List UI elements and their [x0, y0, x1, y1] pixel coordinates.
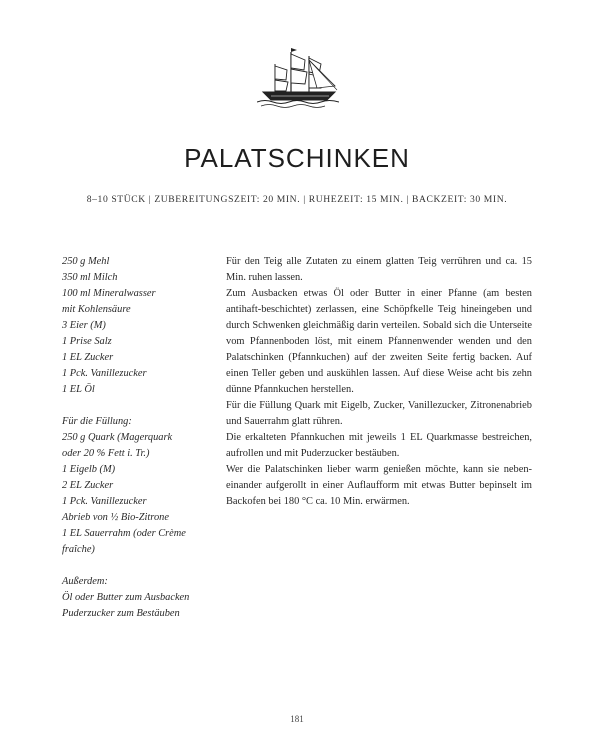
- ingredient-item: Puderzucker zum Bestäuben: [62, 608, 180, 619]
- instruction-step: Für die Füllung Quark mit Eigelb, Zucker, Vanillezucker, Zitronenabrieb und Sauerrahm glatt rühren.: [226, 400, 532, 427]
- instructions: [226, 254, 532, 510]
- ingredient-item: mit Kohlensäure: [62, 304, 131, 315]
- ingredient-item: 2 EL Zucker: [62, 480, 114, 491]
- ingredient-item: 1 Eigelb (M): [62, 464, 116, 475]
- ingredient-item: 100 ml Mineralwasser: [62, 288, 156, 299]
- sailing-ship-icon: [257, 48, 339, 110]
- ingredient-item: 1 Prise Salz: [62, 336, 112, 347]
- ingredient-item: 250 g Quark (Magerquark: [62, 432, 173, 443]
- ingredient-item: oder 20 % Fett i. Tr.): [62, 448, 150, 459]
- ingredient-item: Öl oder Butter zum Ausbacken: [62, 592, 190, 603]
- section-spacer: [62, 558, 222, 574]
- ingredient-item: 250 g Mehl: [62, 256, 110, 267]
- ingredient-item: fraîche): [62, 544, 95, 555]
- ingredient-item: 1 EL Öl: [62, 384, 95, 395]
- ingredient-item: 1 Pck. Vanillezucker: [62, 368, 147, 379]
- ingredient-item: 1 EL Zucker: [62, 352, 114, 363]
- recipe-title: PALATSCHINKEN: [184, 143, 410, 173]
- page-number: 181: [290, 714, 304, 724]
- instruction-step: Die erkalteten Pfannkuchen mit jeweils 1 EL Quarkmasse bestreichen, aufrollen und mit Puderzucker bestäuben.: [226, 432, 532, 459]
- ingredient-item: 1 EL Sauerrahm (oder Crème: [62, 528, 186, 539]
- extra-heading: Außerdem:: [62, 576, 108, 587]
- recipe-meta: 8–10 STÜCK | ZUBEREITUNGSZEIT: 20 MIN. | RUHEZEIT: 15 MIN. | BACKZEIT: 30 MIN.: [86, 194, 508, 205]
- ingredient-item: 3 Eier (M): [62, 320, 106, 331]
- ingredient-item: 350 ml Milch: [62, 272, 118, 283]
- instruction-step: Wer die Palatschinken lieber warm genießen möchte, kann sie nebeneinander aufgerollt in einer Auflaufform mit etwas Butter bepinselt im Backofen bei 180 °C ca. 10 Min. erwärmen.: [226, 464, 532, 507]
- ingredient-item: Abrieb von ½ Bio-Zitrone: [62, 512, 169, 523]
- section-spacer: [62, 398, 222, 414]
- instruction-step: Zum Ausbacken etwas Öl oder Butter in einer Pfanne (am besten antihaft-beschichtet) zerlassen, eine Schöpfkelle Teig hineingeben und durch Schwenken gleichmäßig darin verteilen. Sobald sich die Unterseite vom Pfannenboden löst, mit einem Pfannenwender wenden und den Palatschinken (Pfannkuchen) auf der zweiten Seite fertig backen. Auf einen Teller geben und auskühlen lassen. Auf diese Weise acht bis zehn dünne Pfannkuchen herstellen.: [226, 288, 532, 395]
- instruction-step: Für den Teig alle Zutaten zu einem glatten Teig verrühren und ca. 15 Min. ruhen lassen.: [226, 256, 532, 283]
- ingredient-item: 1 Pck. Vanillezucker: [62, 496, 147, 507]
- ingredient-list: [62, 254, 222, 622]
- filling-heading: Für die Füllung:: [62, 416, 132, 427]
